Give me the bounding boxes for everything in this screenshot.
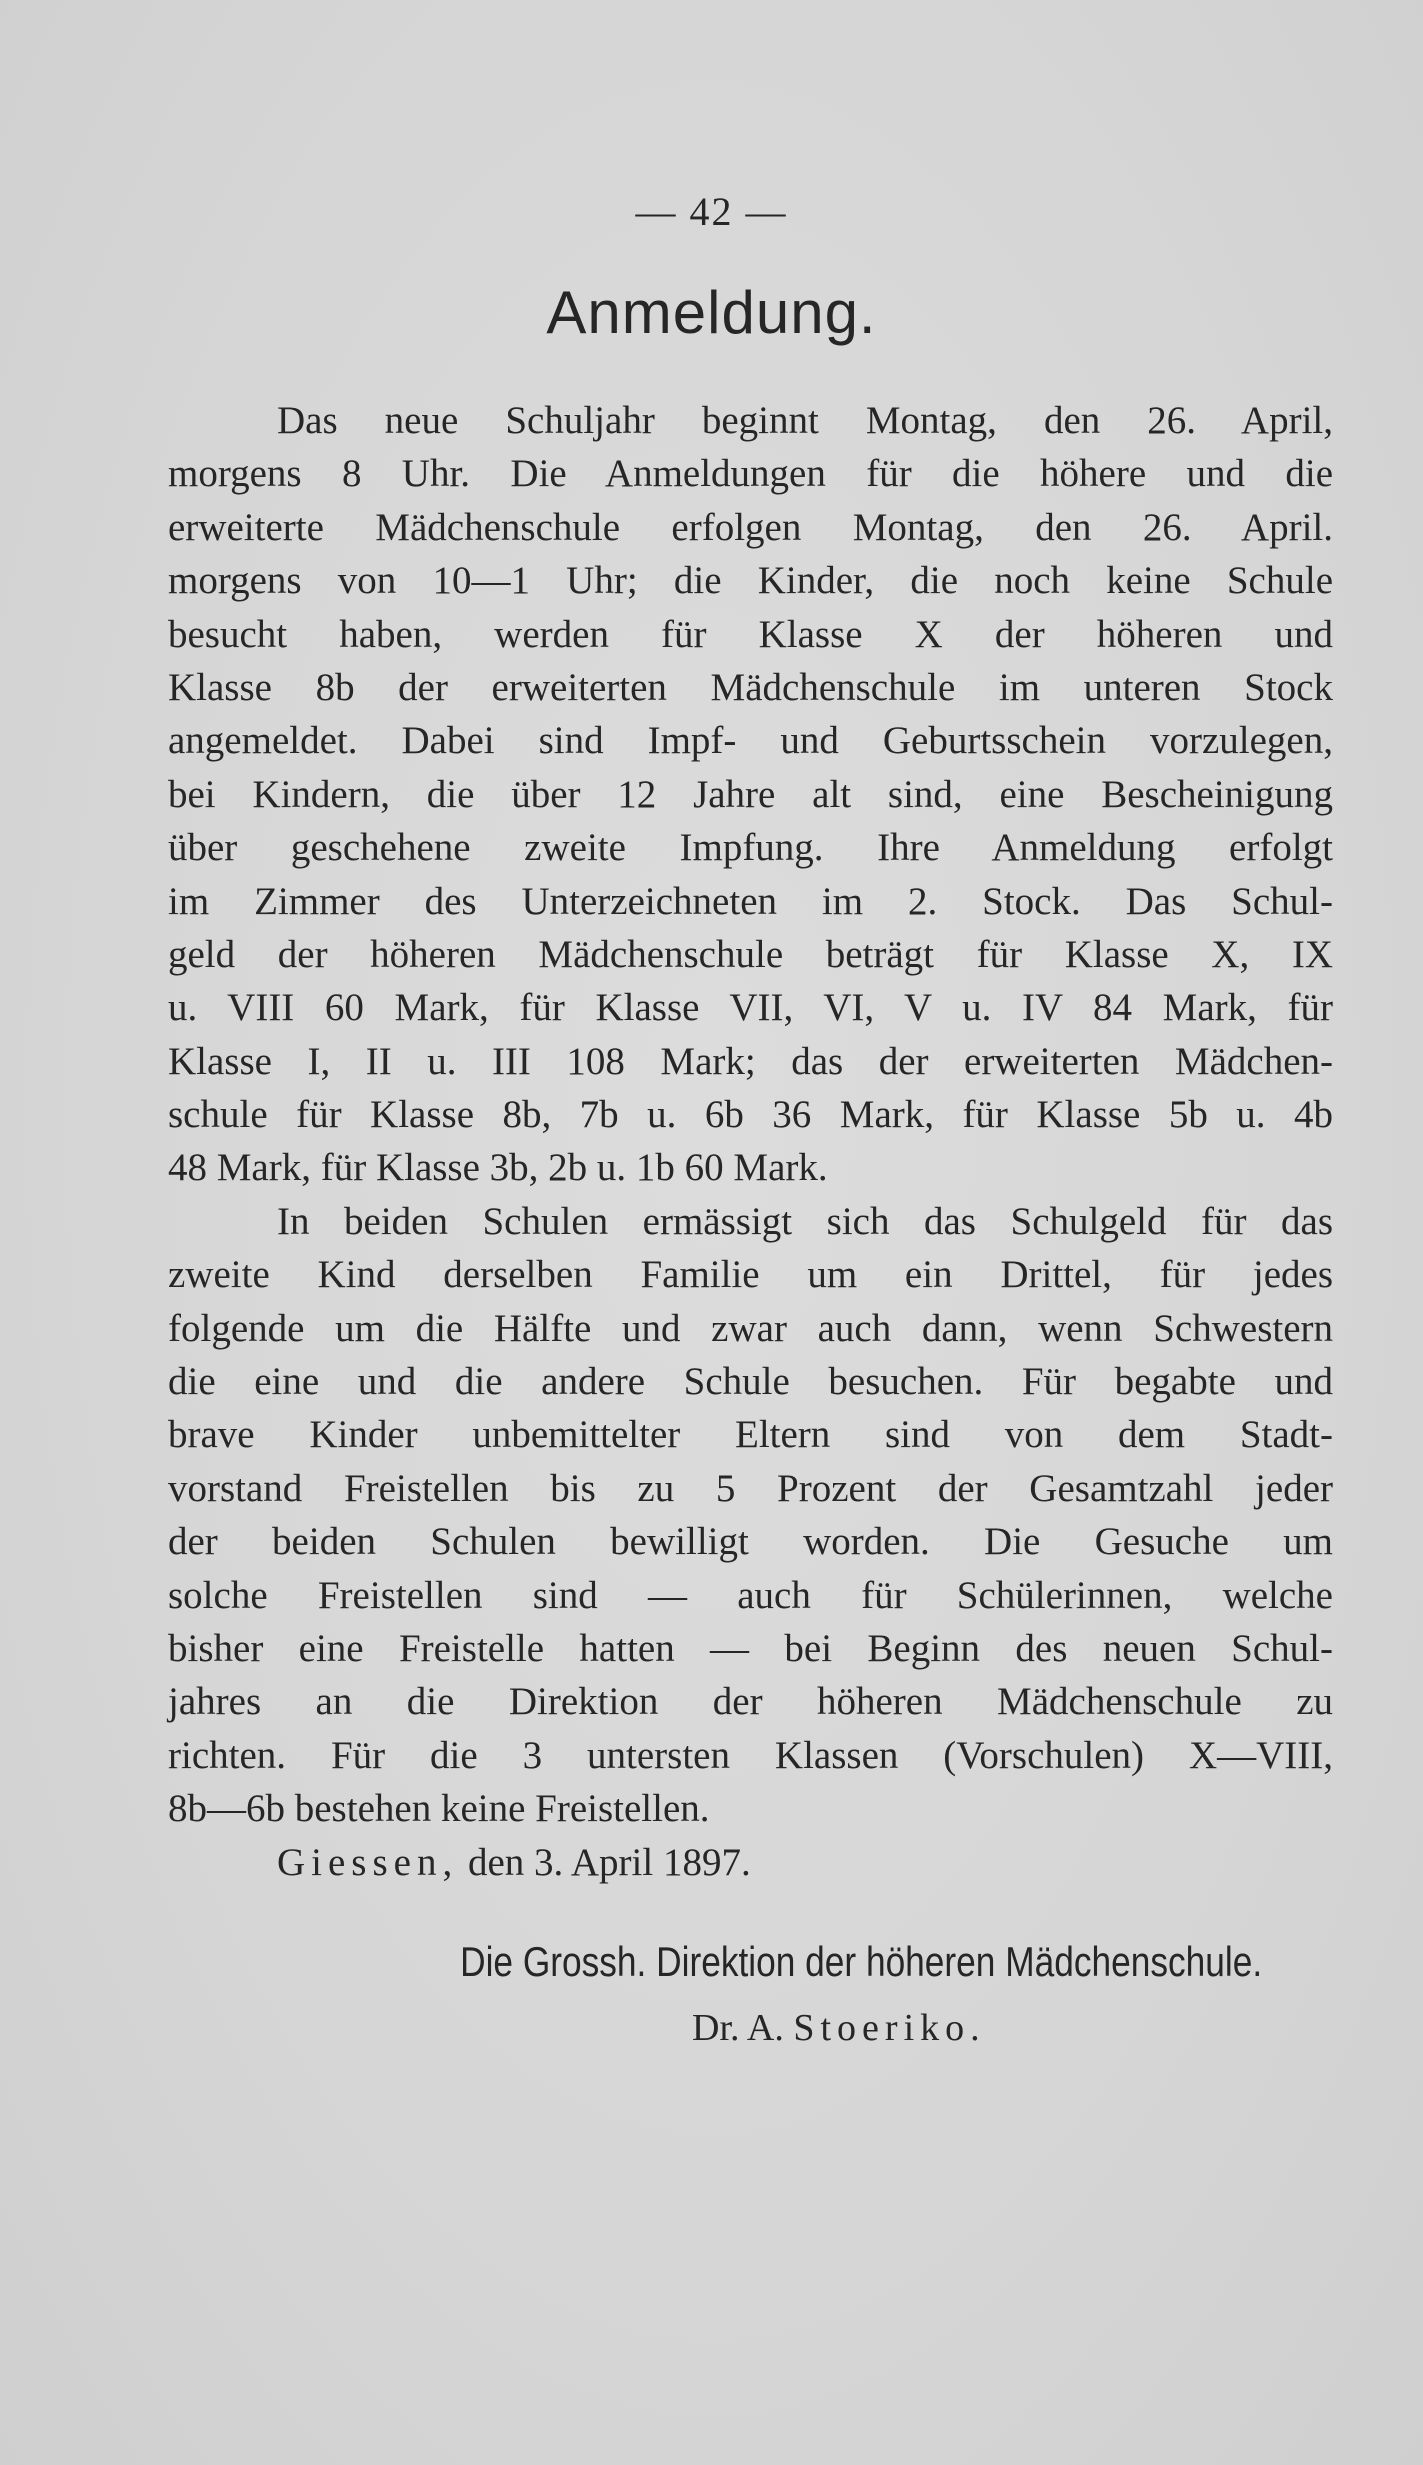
paragraph-1	[168, 394, 1333, 1195]
text-line: 48 Mark, für Klasse 3b, 2b u. 1b 60 Mark.	[168, 1146, 828, 1190]
text-line: der beiden Schulen bewilligt worden. Die Gesuche um	[168, 1520, 1333, 1564]
text-line: geld der höheren Mädchenschule beträgt für Klasse X, IX	[168, 932, 1333, 976]
text-line: solche Freistellen sind — auch für Schülerinnen, welche	[168, 1573, 1333, 1617]
text-line: brave Kinder unbemittelter Eltern sind von dem Stadt-	[168, 1413, 1333, 1457]
text-line: besucht haben, werden für Klasse X der höheren und	[168, 612, 1333, 656]
text-line: im Zimmer des Unterzeichneten im 2. Stock. Das Schul-	[168, 879, 1333, 923]
text-line: u. VIII 60 Mark, für Klasse VII, VI, V u. IV 84 Mark, für	[168, 986, 1333, 1030]
text-line: In beiden Schulen ermässigt sich das Schulgeld für das	[277, 1199, 1333, 1243]
signature-title: Dr. A.	[692, 2007, 784, 2049]
text-line: morgens 8 Uhr. Die Anmeldungen für die höhere und die	[168, 452, 1333, 496]
date-city: Giessen,	[277, 1840, 459, 1884]
document-body	[168, 394, 1333, 1889]
text-line: über geschehene zweite Impfung. Ihre Anmeldung erfolgt	[168, 826, 1333, 870]
text-line: bei Kindern, die über 12 Jahre alt sind, eine Bescheinigung	[168, 772, 1333, 816]
text-line: jahres an die Direktion der höheren Mädchenschule zu	[168, 1680, 1333, 1724]
text-line: Das neue Schuljahr beginnt Montag, den 26. April,	[277, 399, 1333, 442]
text-line: vorstand Freistellen bis zu 5 Prozent der Gesamtzahl jeder	[168, 1466, 1333, 1510]
text-line: schule für Klasse 8b, 7b u. 6b 36 Mark, für Klasse 5b u. 4b	[168, 1093, 1333, 1137]
text-line: bisher eine Freistelle hatten — bei Beginn des neuen Schul-	[168, 1626, 1333, 1670]
page-title: Anmeldung.	[546, 279, 877, 346]
text-line: 8b—6b bestehen keine Freistellen.	[168, 1787, 710, 1831]
page-number: — 42 —	[635, 189, 788, 234]
paragraph-2	[168, 1195, 1333, 1836]
signature-institution: Die Grossh. Direktion der höheren Mädchenschule.	[460, 1938, 1263, 1985]
text-line: die eine und die andere Schule besuchen. Für begabte und	[168, 1360, 1333, 1404]
signature-name: Stoeriko.	[793, 2007, 986, 2049]
signature-name-line	[692, 2006, 986, 2050]
text-line: richten. Für die 3 untersten Klassen (Vorschulen) X—VIII,	[168, 1733, 1333, 1777]
text-line: folgende um die Hälfte und zwar auch dann, wenn Schwestern	[168, 1306, 1333, 1350]
text-line: erweiterte Mädchenschule erfolgen Montag, den 26. April.	[168, 505, 1333, 549]
date-text: den 3. April 1897.	[467, 1840, 751, 1884]
text-line: Klasse 8b der erweiterten Mädchenschule im unteren Stock	[168, 665, 1333, 709]
text-line: morgens von 10—1 Uhr; die Kinder, die noch keine Schule	[168, 559, 1333, 603]
text-line: angemeldet. Dabei sind Impf- und Geburtsschein vorzulegen,	[168, 719, 1333, 763]
text-line: Klasse I, II u. III 108 Mark; das der erweiterten Mädchen-	[168, 1039, 1333, 1083]
date-line	[168, 1836, 1333, 1889]
text-line: zweite Kind derselben Familie um ein Drittel, für jedes	[168, 1253, 1333, 1297]
